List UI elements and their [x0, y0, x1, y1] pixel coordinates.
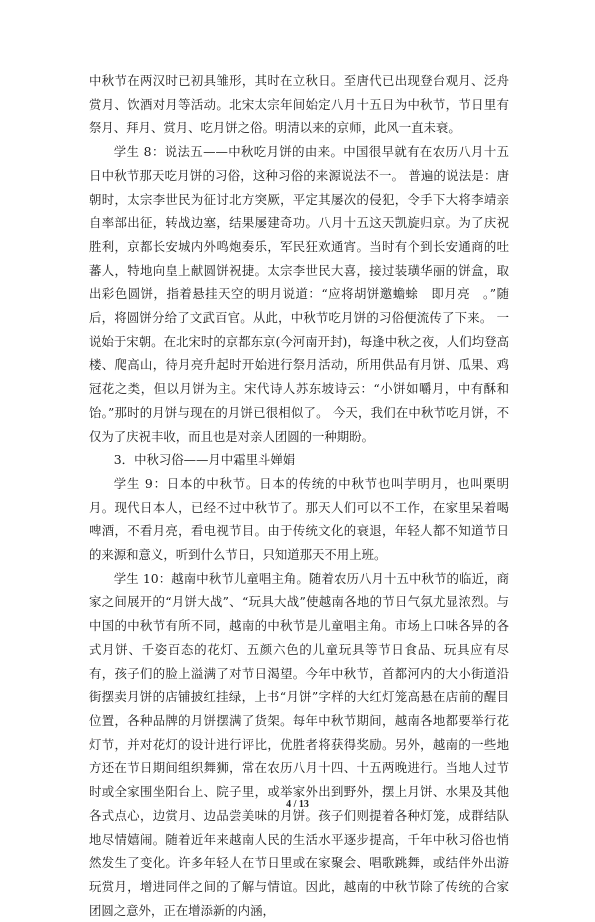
page-number: 4 / 13: [286, 799, 309, 810]
page-body: [89, 69, 509, 922]
paragraph-student-10: 学生 10：越南中秋节儿童唱主角。随着农历八月十五中秋节的临近，商家之间展开的“月饼大战”、“玩具大战”使越南各地的节日气氛尤显浓烈。与中国的中秋节有所不同，越南的中秋节是儿童唱主角。市场上口味各异的各式月饼、千姿百态的花灯、五颜六色的儿童玩具等节日食品、玩具应有尽有，孩子们的脸上溢满了对节日渴望。今年中秋节，首都河内的大小街道沿街摆卖月饼的店铺披红挂绿，上书“月饼”字样的大红灯笼高悬在店前的醒目位置，各种品牌的月饼摆满了货架。每年中秋节期间，越南各地都要举行花灯节，并对花灯的设计进行评比，优胜者将获得奖励。另外，越南的一些地方还在节日期间组织舞狮，常在农历八月十四、十五两晚进行。当地人过节时或全家围坐阳台上、院子里，或举家外出到野外，摆上月饼、水果及其他各式点心，边赏月、边品尝美味的月饼。孩子们则提着各种灯笼，成群结队地尽情嬉闹。随着近年来越南人民的生活水平逐步提高，千年中秋习俗也悄然发生了变化。许多年轻人在节日里或在家聚会、唱歌跳舞，或结伴外出游玩赏月，增进同伴之间的了解与情谊。因此，越南的中秋节除了传统的合家团圆之意外，正在增添新的内涵，: [89, 570, 509, 918]
paragraph-origin-mid-autumn: 中秋节在两汉时已初具雏形，其时在立秋日。至唐代已出现登台观月、泛舟赏月、饮酒对月等活动。北宋太宗年间始定八月十五日为中秋节，节日里有祭月、拜月、赏月、吃月饼之俗。明清以来的京师，此风一直未衰。: [89, 73, 509, 136]
section-heading: 3．中秋习俗——月中霜里斗婵娟: [113, 452, 296, 468]
paragraph-student-8: 学生 8：说法五——中秋吃月饼的由来。中国很早就有在农历八月十五日中秋节那天吃月饼的习俗，这种习俗的来源说法不一。 普遍的说法是：唐朝时，太宗李世民为征讨北方突厥，平定其屡次的侵犯，令手下大将李靖亲自率部出征，转战边塞，结果屡建奇功。八月十五这天凯旋归京。为了庆祝胜利，京都长安城内外鸣炮奏乐，军民狂欢通宵。当时有个到长安通商的吐蕃人，特地向皇上献圆饼祝捷。太宗李世民大喜，接过装璜华丽的饼盒，取出彩色圆饼，指着悬挂天空的明月说道：“应将胡饼邀蟾蜍 即月亮 。”随后，将圆饼分给了文武百官。从此，中秋节吃月饼的习俗便流传了下来。 一说始于宋朝。在北宋时的京都东京(今河南开封)，每逢中秋之夜，人们均登高楼、爬高山，待月亮升起时开始进行祭月活动，所用供品有月饼、瓜果、鸡冠花之类，但以月饼为主。宋代诗人苏东坡诗云：“小饼如嚼月，中有酥和饴。”那时的月饼与现在的月饼已很相似了。 今天，我们在中秋节吃月饼，不仅为了庆祝丰收，而且也是对亲人团圆的一种期盼。: [89, 144, 509, 444]
paragraph-student-9: 学生 9：日本的中秋节。日本的传统的中秋节也叫芋明月，也叫栗明月。现代日本人，已经不过中秋节了。那天人们可以不工作，在家里呆着喝啤酒，不看月亮，看电视节目。由于传统文化的衰退，年轻人都不知道节日的来源和意义，听到什么节日，只知道那天不用上班。: [89, 475, 509, 563]
